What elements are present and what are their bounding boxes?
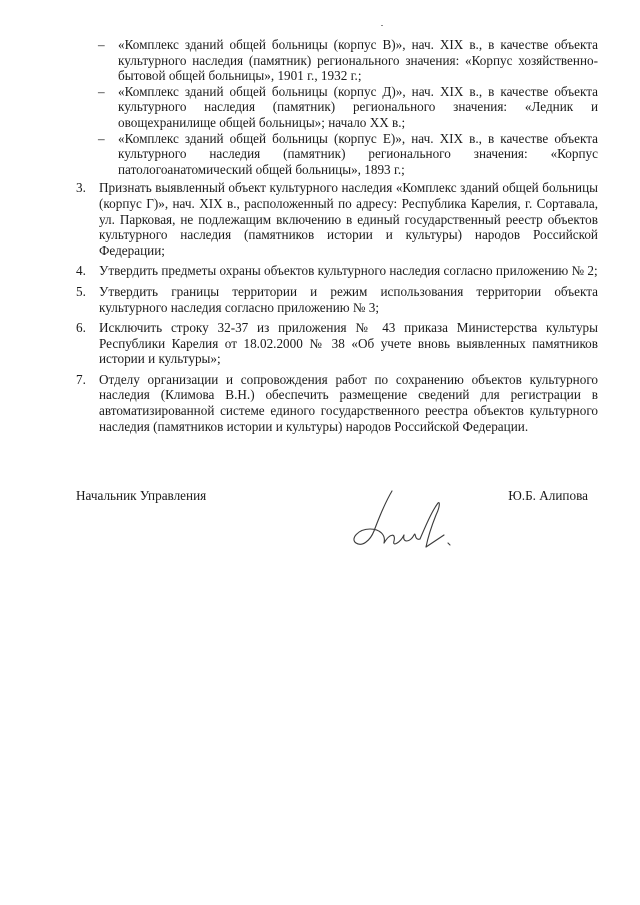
numbered-list-item: [76, 263, 598, 279]
handwritten-signature: [340, 485, 460, 565]
item-number: 6.: [76, 320, 86, 336]
numbered-list-item: [76, 372, 598, 434]
item-text: Отделу организации и сопровождения работ по сохранению объектов культурного наследия (Климова В.Н.) обеспечить размещение сведений для регистрации в автоматизированной системе единого государственного реестра объектов культурного наследия (памятников истории и культуры) народов Российской Федерации.: [99, 371, 598, 434]
signatory-position: Начальник Управления: [76, 488, 207, 503]
item-text: Утвердить предметы охраны объектов культурного наследия согласно приложению № 2;: [99, 263, 598, 279]
dash-list-item: [76, 37, 598, 84]
dash-marker: –: [98, 37, 105, 52]
numbered-list-item: [76, 180, 598, 258]
dash-marker: –: [98, 83, 105, 99]
item-number: 5.: [76, 283, 86, 299]
numbered-list-item: [76, 284, 598, 315]
dash-list-item: [76, 84, 598, 131]
numbered-list-item: [76, 320, 598, 367]
dash-item-text: «Комплекс зданий общей больницы (корпус В)», нач. XIX в., в качестве объекта культурного наследия (памятник) регионального значения: «Корпус хозяйственно-бытовой общей больницы», 1901 г., 1932 г.;: [118, 37, 598, 84]
dash-marker: –: [98, 130, 105, 146]
item-number: 3.: [76, 180, 86, 196]
document-body: [76, 37, 598, 434]
item-text: Признать выявленный объект культурного наследия «Комплекс зданий общей больницы (корпус Г)», нач. XIX в., расположенный по адресу: Республика Карелия, г. Сортавала, ул. Парковая, не подлежащим включению в единый государственный реестр объектов культурного наследия (памятников истории и культуры) народов Российской Федерации;: [99, 180, 598, 258]
dash-item-text: «Комплекс зданий общей больницы (корпус Е)», нач. XIX в., в качестве объекта культурного наследия (памятник) регионального значения: «Корпус патологоанатомический общей больницы», 1893 г.;: [118, 130, 598, 177]
dash-item-text: «Комплекс зданий общей больницы (корпус Д)», нач. XIX в., в качестве объекта культурного наследия (памятник) регионального значения: «Ледник и овощехранилище общей больницы»; начало XX в.;: [118, 83, 598, 130]
dash-list-item: [76, 131, 598, 178]
scan-speck: [381, 25, 383, 26]
signatory-name: Ю.Б. Алипова: [508, 488, 588, 503]
item-text: Утвердить границы территории и режим использования территории объекта культурного наследия согласно приложению № 3;: [99, 283, 598, 315]
item-text: Исключить строку 32-37 из приложения № 43 приказа Министерства культуры Республики Карелия от 18.02.2000 № 38 «Об учете вновь выявленных памятников истории и культуры»;: [99, 320, 598, 367]
item-number: 4.: [76, 263, 86, 279]
item-number: 7.: [76, 371, 86, 387]
